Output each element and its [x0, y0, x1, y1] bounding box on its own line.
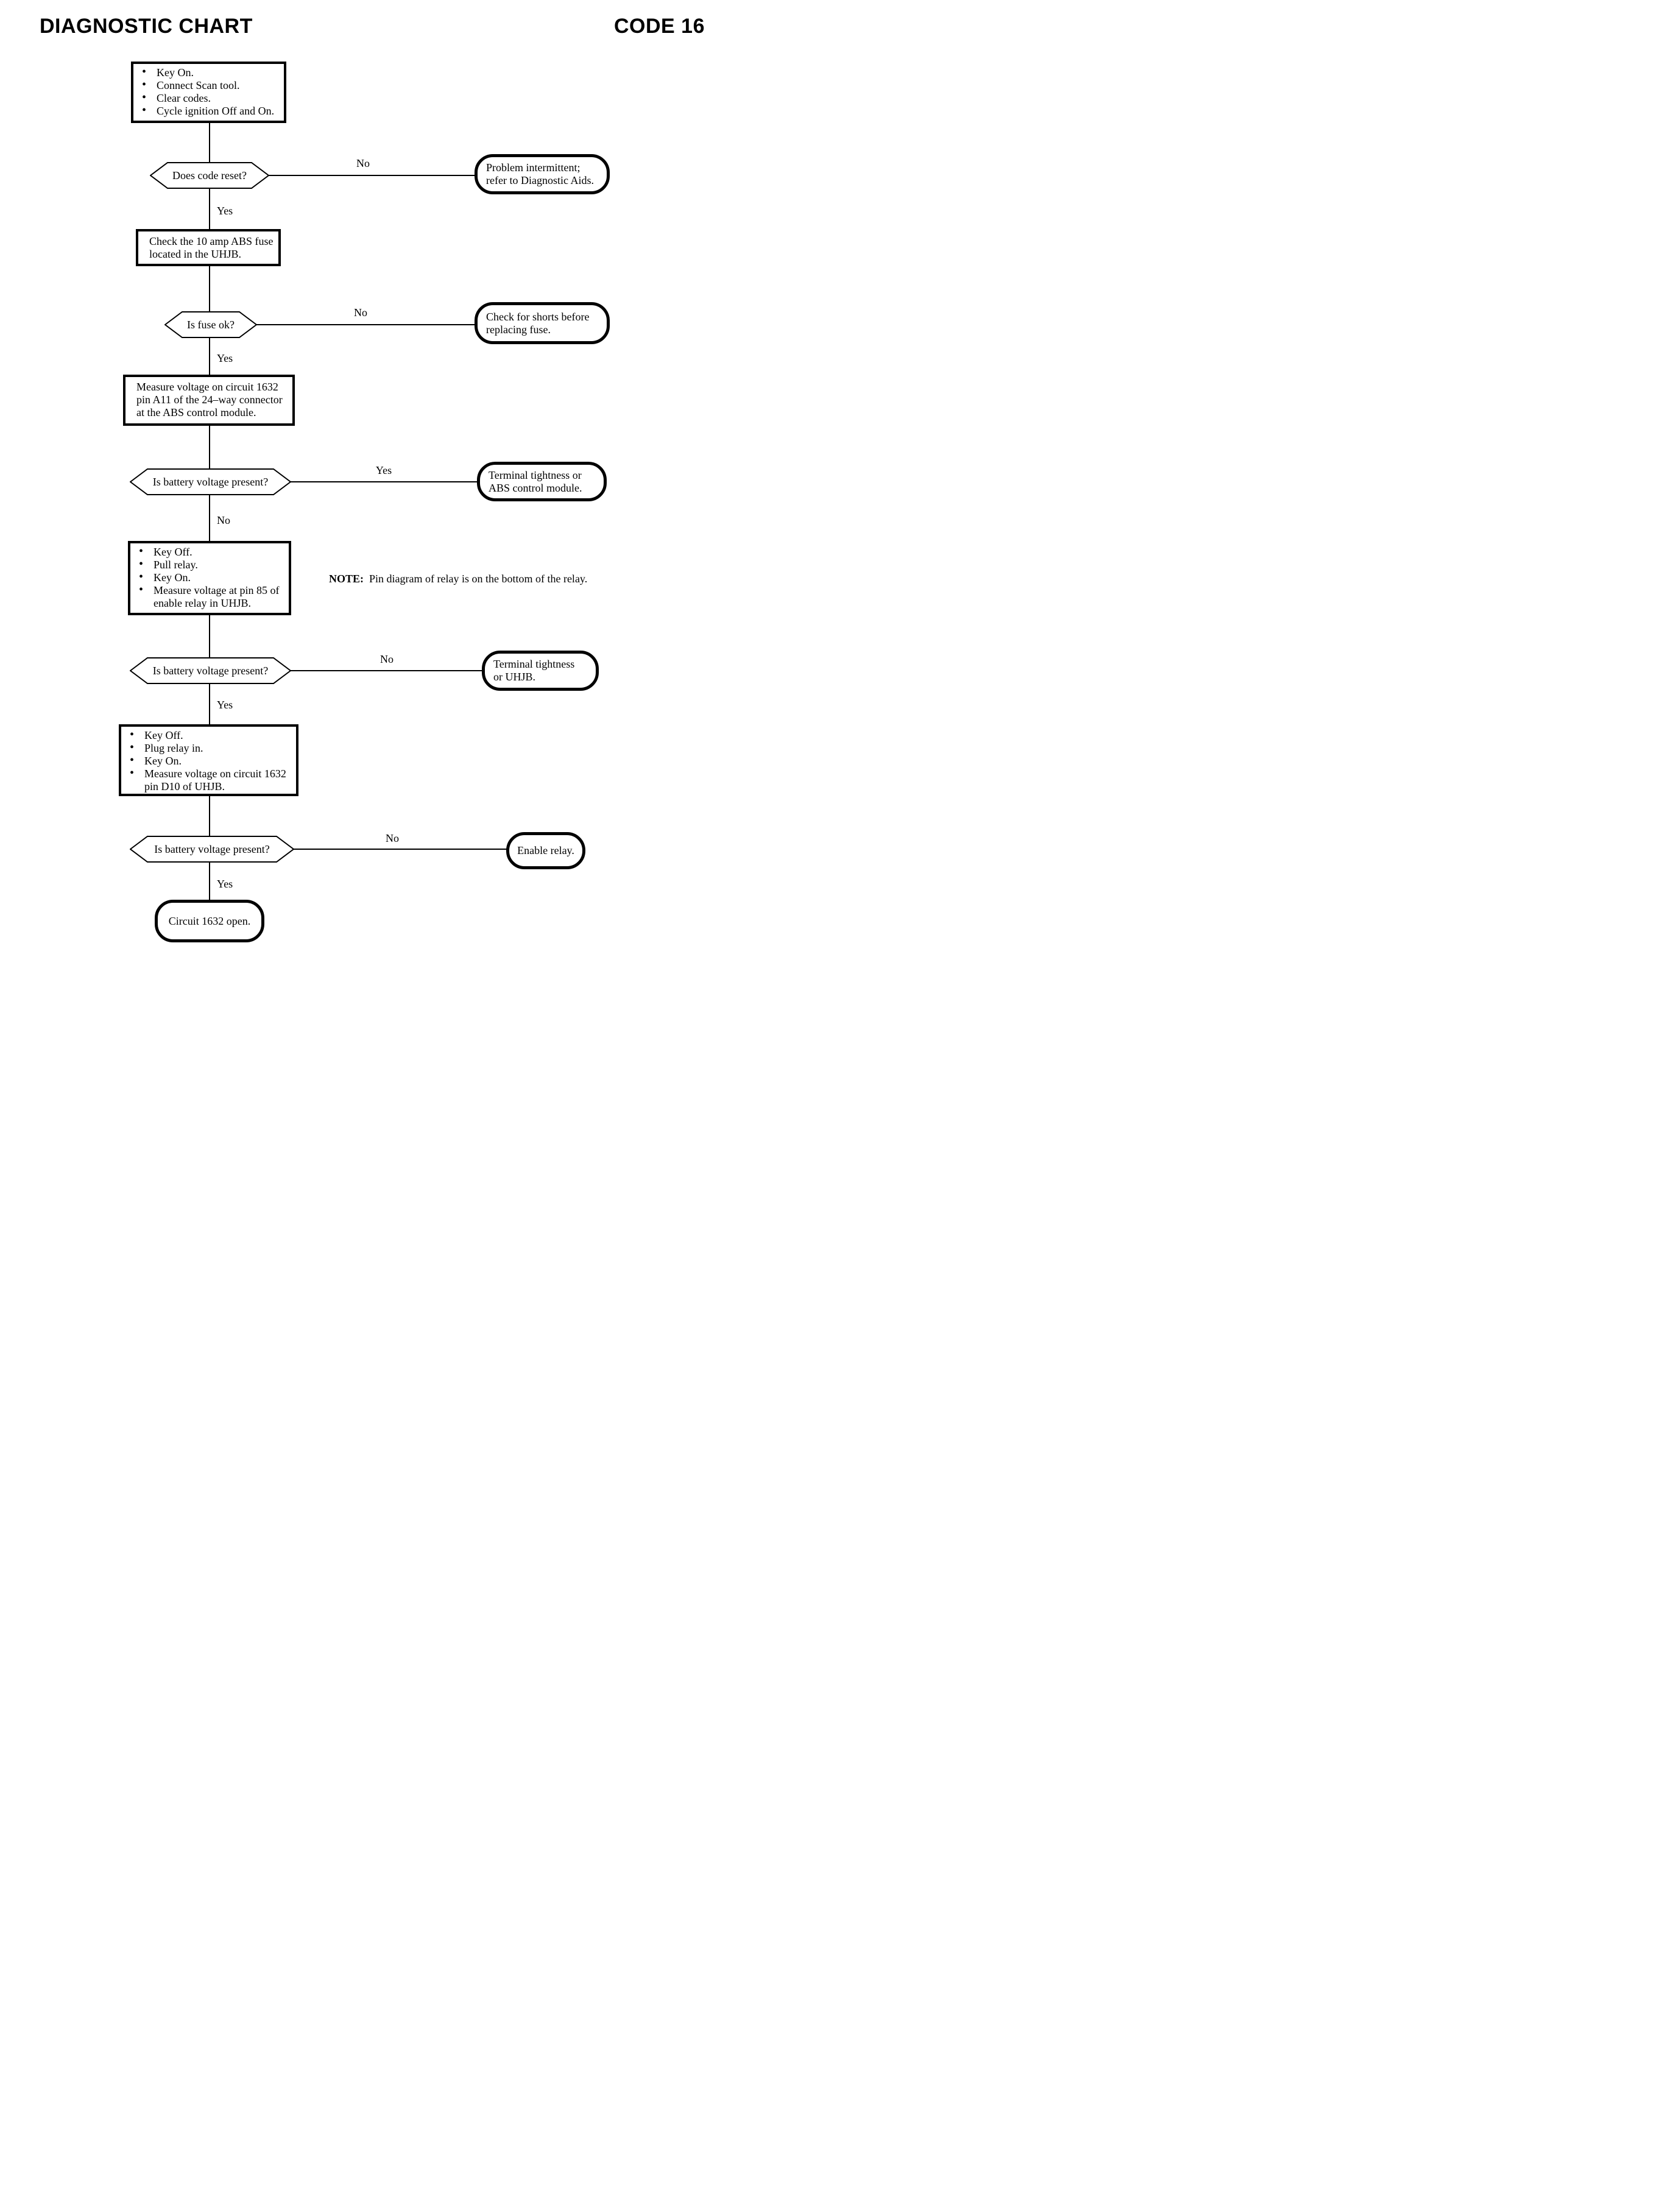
connector-line-no-branch: [291, 670, 483, 671]
note-label: NOTE:: [329, 573, 364, 585]
decision-is-fuse-ok: [164, 311, 257, 339]
step-plug-relay-measure-d10: [119, 724, 298, 796]
decision-text: Does code reset?: [172, 169, 247, 182]
bullet-item: • Pull relay.: [138, 559, 286, 571]
result-terminal-tightness-uhjb: [482, 651, 599, 691]
connector-line: [209, 683, 210, 725]
branch-label-no: No: [217, 514, 230, 526]
decision-text: Is fuse ok?: [187, 318, 235, 331]
connector-line-no-branch: [294, 849, 507, 850]
connector-line-no-branch: [256, 324, 476, 325]
bullet-item: • Cycle ignition Off and On.: [141, 105, 281, 118]
decision-text: Is battery voltage present?: [152, 664, 269, 677]
connector-line: [209, 862, 210, 901]
step-text: Check the 10 amp ABS fuse located in the UHJB.: [149, 235, 274, 260]
branch-label-no: No: [356, 157, 370, 169]
bullet-list: [130, 546, 289, 610]
bullet-item: • Key Off.: [138, 546, 286, 559]
bullet-item: • Clear codes.: [141, 92, 281, 105]
bullet-item: • Connect Scan tool.: [141, 79, 281, 92]
bullet-item: • Key On.: [138, 571, 286, 584]
result-circuit-1632-open: [155, 900, 264, 942]
bullet-item: • Key On.: [129, 755, 294, 768]
connector-line: [209, 614, 210, 658]
result-text: Circuit 1632 open.: [168, 914, 251, 927]
connector-line-no-branch: [269, 175, 476, 176]
result-text: Terminal tightness or UHJB.: [493, 658, 575, 683]
branch-label-yes: Yes: [217, 878, 233, 890]
decision-battery-voltage-3: [130, 835, 294, 863]
result-text: Enable relay.: [517, 844, 574, 856]
connector-line: [209, 265, 210, 312]
result-terminal-tightness-abs: [477, 462, 607, 501]
decision-battery-voltage-1: [130, 468, 291, 496]
bullet-list: [121, 729, 296, 793]
connector-line: [209, 122, 210, 163]
result-problem-intermittent: [475, 154, 610, 194]
connector-line: [209, 425, 210, 469]
connector-line: [209, 495, 210, 542]
decision-text: Is battery voltage present?: [154, 842, 270, 855]
step-pull-relay-measure-pin85: [128, 541, 291, 615]
decision-text: Is battery voltage present?: [152, 475, 269, 488]
branch-label-yes: Yes: [375, 464, 392, 476]
connector-line-yes-branch: [291, 481, 478, 482]
decision-does-code-reset: [150, 161, 269, 189]
bullet-item: • Key Off.: [129, 729, 294, 742]
bullet-item: • Measure voltage on circuit 1632 pin D10 of UHJB.: [129, 768, 294, 793]
diagnostic-flowchart-page: [0, 0, 731, 961]
page-code: CODE 16: [614, 15, 705, 38]
result-text: Check for shorts before replacing fuse.: [486, 310, 590, 336]
result-enable-relay: [506, 832, 585, 869]
connector-line: [209, 795, 210, 836]
step-measure-voltage-a11: [123, 375, 295, 426]
connector-line: [209, 337, 210, 376]
page-title: DIAGNOSTIC CHART: [40, 15, 253, 38]
note-text: Pin diagram of relay is on the bottom of the relay.: [369, 573, 588, 585]
note-pin-diagram: [329, 573, 587, 585]
step-check-abs-fuse: [136, 229, 281, 266]
result-check-for-shorts: [475, 302, 610, 344]
branch-label-yes: Yes: [217, 352, 233, 364]
bullet-item: • Key On.: [141, 66, 281, 79]
bullet-item: • Measure voltage at pin 85 of enable relay in UHJB.: [138, 584, 286, 610]
result-text: Terminal tightness or ABS control module.: [489, 468, 582, 494]
branch-label-yes: Yes: [217, 205, 233, 217]
bullet-item: • Plug relay in.: [129, 742, 294, 755]
branch-label-yes: Yes: [217, 699, 233, 711]
branch-label-no: No: [380, 653, 394, 665]
result-text: Problem intermittent; refer to Diagnostic Aids.: [486, 161, 594, 186]
decision-battery-voltage-2: [130, 657, 291, 685]
step-key-on-setup: [131, 62, 286, 123]
step-text: Measure voltage on circuit 1632 pin A11 of the 24–way connector at the ABS control module.: [136, 381, 283, 418]
bullet-list: [133, 66, 284, 118]
branch-label-no: No: [386, 832, 399, 844]
branch-label-no: No: [354, 306, 367, 319]
connector-line: [209, 188, 210, 230]
